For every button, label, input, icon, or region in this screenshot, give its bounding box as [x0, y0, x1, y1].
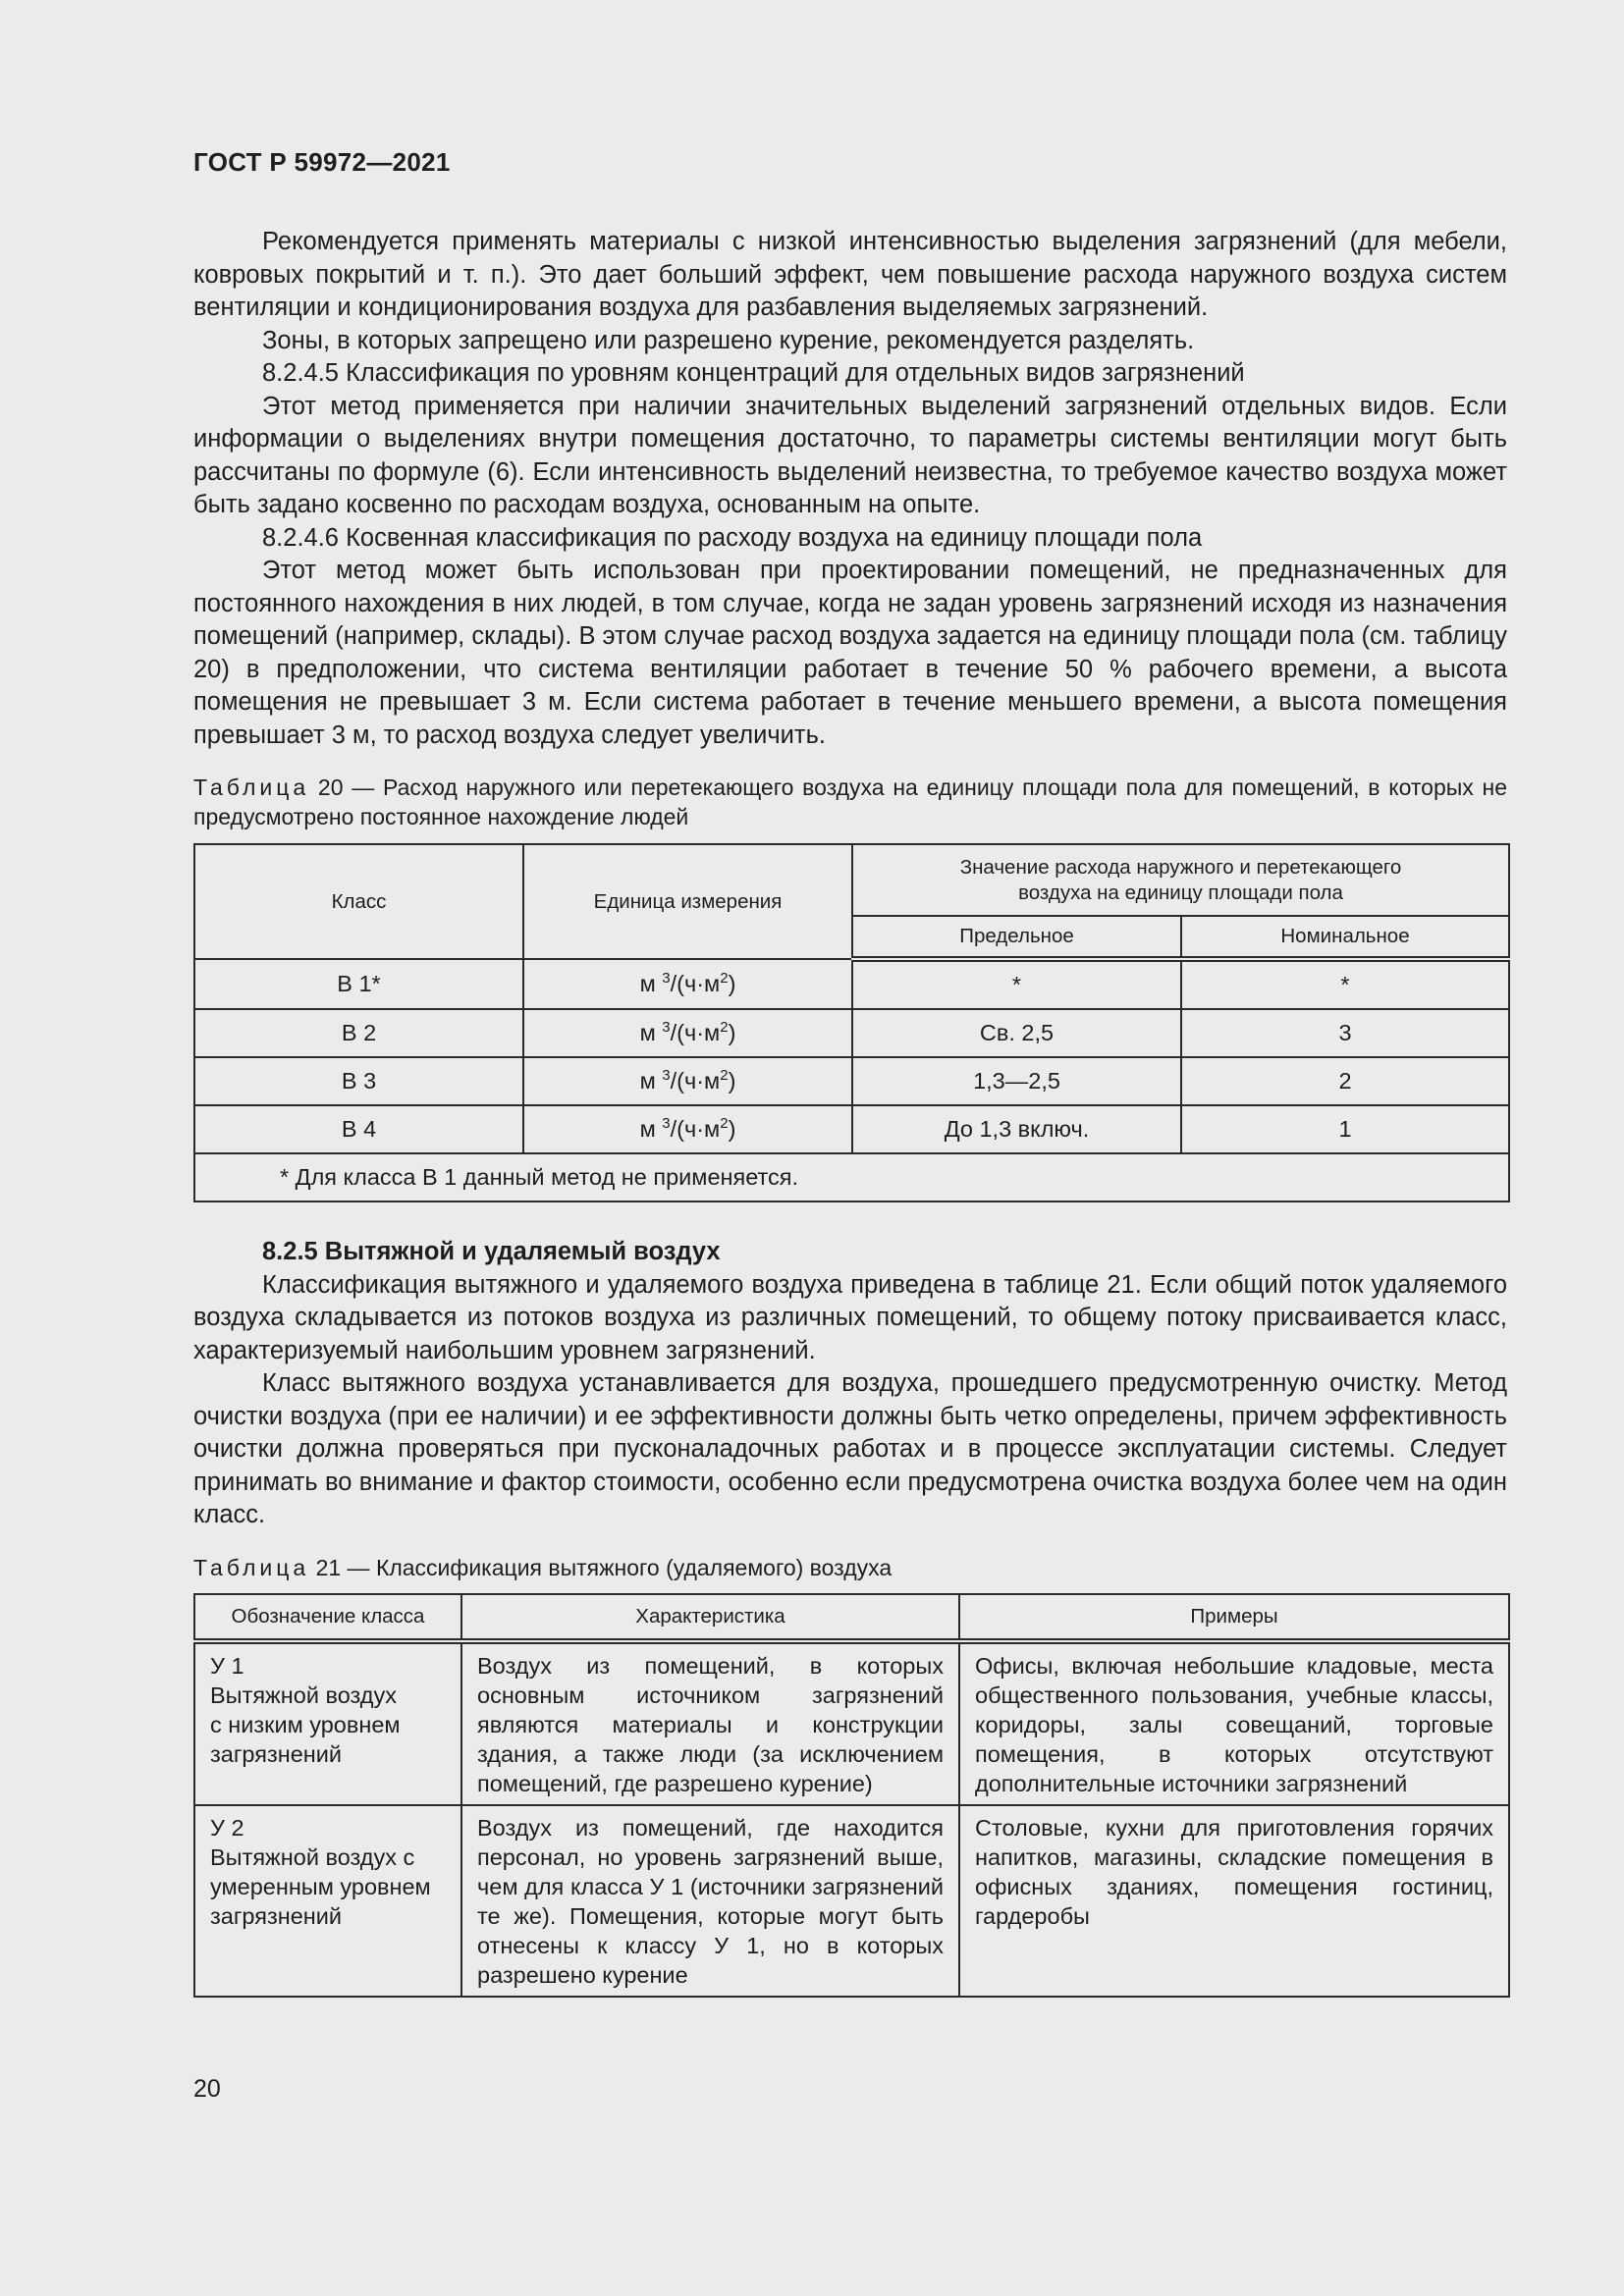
cell-class: В 4	[194, 1105, 523, 1153]
section-8-2-5	[193, 1236, 1507, 1532]
header-class-code: Обозначение класса	[194, 1594, 461, 1641]
table-row	[194, 959, 1509, 1009]
cell-class: У 1 Вытяжной воздух с низким уровнем загрязнений	[194, 1641, 461, 1805]
cell-unit: м $^3/(ч\cdot м^2)$	[523, 1009, 852, 1057]
table-21	[193, 1593, 1510, 1998]
intro-text	[193, 226, 1507, 752]
paragraph: Этот метод может быть использован при проектировании помещений, не предназначенных для постоянного нахождения в них людей, в том случае, когда не задан уровень загрязнений исходя из назначения помещений (например, склады). В этом случае расход воздуха задается на единицу площади пола (см. таблицу 20) в предположении, что система вентиляции работает в течение 50 % рабочего времени, а высота помещения не превышает 3 м. Если система работает в течение меньшего времени, а высота помещения превышает 3 м, то расход воздуха следует увеличить.	[193, 557, 1507, 749]
table-row	[194, 1057, 1509, 1105]
table-footnote: * Для класса В 1 данный метод не применяется.	[194, 1153, 1509, 1201]
cell-unit: м $^3/(ч\cdot м^2)$	[523, 1105, 852, 1153]
header-limit: Предельное	[852, 916, 1181, 959]
table21-caption	[193, 1553, 1507, 1582]
table-row	[194, 1805, 1509, 1997]
section-heading: 8.2.5 Вытяжной и удаляемый воздух	[262, 1238, 721, 1265]
cell-characteristic: Воздух из помещений, в которых основным источником загрязнений являются материалы и конструкции здания, а также люди (за исключением помещений, где разрешено курение)	[461, 1641, 959, 1805]
cell-nominal: *	[1181, 959, 1509, 1009]
cell-examples: Столовые, кухни для приготовления горячих напитков, магазины, складские помещения в офисных зданиях, помещения гостиниц, гардеробы	[959, 1805, 1509, 1997]
cell-nominal: 2	[1181, 1057, 1509, 1105]
clause-heading: 8.2.4.6 Косвенная классификация по расходу воздуха на единицу площади пола	[262, 523, 1203, 552]
header-unit: Единица измерения	[523, 844, 852, 959]
table-row	[194, 1641, 1509, 1805]
cell-unit: м $^3/(ч\cdot м^2)$	[523, 1057, 852, 1105]
caption-text: 20 — Расход наружного или перетекающего воздуха на единицу площади пола для помещений, в которых не предусмотрено постоянное нахождение людей	[193, 774, 1507, 829]
document-code: ГОСТ Р 59972—2021	[193, 147, 451, 177]
paragraph: Класс вытяжного воздуха устанавливается для воздуха, прошедшего предусмотренную очистку. Метод очистки воздуха (при ее наличии) и ее эффективности должны быть четко определены, причем эффективность очистки должна проверяться при пусконаладочных работах и в процессе эксплуатации системы. Следует принимать во внимание и фактор стоимости, особенно если предусмотрена очистка воздуха более чем на один класс.	[193, 1369, 1507, 1528]
caption-text: 21 — Классификация вытяжного (удаляемого) воздуха	[309, 1555, 893, 1580]
cell-class: В 2	[194, 1009, 523, 1057]
header-examples: Примеры	[959, 1594, 1509, 1641]
header-nominal: Номинальное	[1181, 916, 1509, 959]
caption-label: Таблица	[193, 774, 310, 800]
paragraph: Зоны, в которых запрещено или разрешено курение, рекомендуется разделять.	[262, 326, 1195, 354]
paragraph: Рекомендуется применять материалы с низкой интенсивностью выделения загрязнений (для мебели, ковровых покрытий и т. п.). Это дает больший эффект, чем повышение расхода наружного воздуха систем вентиляции и кондиционирования воздуха для разбавления выделяемых загрязнений.	[193, 228, 1507, 321]
header-characteristic: Характеристика	[461, 1594, 959, 1641]
page-number: 20	[193, 2075, 221, 2103]
cell-limit: 1,3—2,5	[852, 1057, 1181, 1105]
paragraph: Этот метод применяется при наличии значительных выделений загрязнений отдельных видов. Если информации о выделениях внутри помещения достаточно, то параметры системы вентиляции могут быть рассчитаны по формуле (6). Если интенсивность выделений неизвестна, то требуемое качество воздуха может быть задано косвенно по расходам воздуха, основанным на опыте.	[193, 392, 1507, 518]
cell-nominal: 3	[1181, 1009, 1509, 1057]
cell-characteristic: Воздух из помещений, где находится персонал, но уровень загрязнений выше, чем для класса У 1 (источники загрязнений те же). Помещения, которые могут быть отнесены к классу У 1, но в которых разрешено курение	[461, 1805, 959, 1997]
cell-unit: м $^3/(ч\cdot м^2)$	[523, 959, 852, 1009]
paragraph: Классификация вытяжного и удаляемого воздуха приведена в таблице 21. Если общий поток удаляемого воздуха складывается из потоков воздуха из различных помещений, то общему потоку присваивается класс, характеризуемый наибольшим уровнем загрязнений.	[193, 1270, 1507, 1364]
cell-class: В 1*	[194, 959, 523, 1009]
cell-class: В 3	[194, 1057, 523, 1105]
caption-label: Таблица	[193, 1555, 310, 1580]
table-row	[194, 1009, 1509, 1057]
clause-heading: 8.2.4.5 Классификация по уровням концентраций для отдельных видов загрязнений	[262, 359, 1245, 387]
header-class: Класс	[194, 844, 523, 959]
header-value-group: Значение расхода наружного и перетекающего воздуха на единицу площади пола	[852, 844, 1509, 916]
cell-limit: До 1,3 включ.	[852, 1105, 1181, 1153]
table-row	[194, 1105, 1509, 1153]
cell-nominal: 1	[1181, 1105, 1509, 1153]
cell-class: У 2 Вытяжной воздух с умеренным уровнем загрязнений	[194, 1805, 461, 1997]
cell-limit: Св. 2,5	[852, 1009, 1181, 1057]
table20-caption	[193, 773, 1507, 831]
cell-examples: Офисы, включая небольшие кладовые, места общественного пользования, учебные классы, коридоры, залы совещаний, торговые помещения, в которых отсутствуют дополнительные источники загрязнений	[959, 1641, 1509, 1805]
cell-limit: *	[852, 959, 1181, 1009]
table-20	[193, 843, 1510, 1202]
